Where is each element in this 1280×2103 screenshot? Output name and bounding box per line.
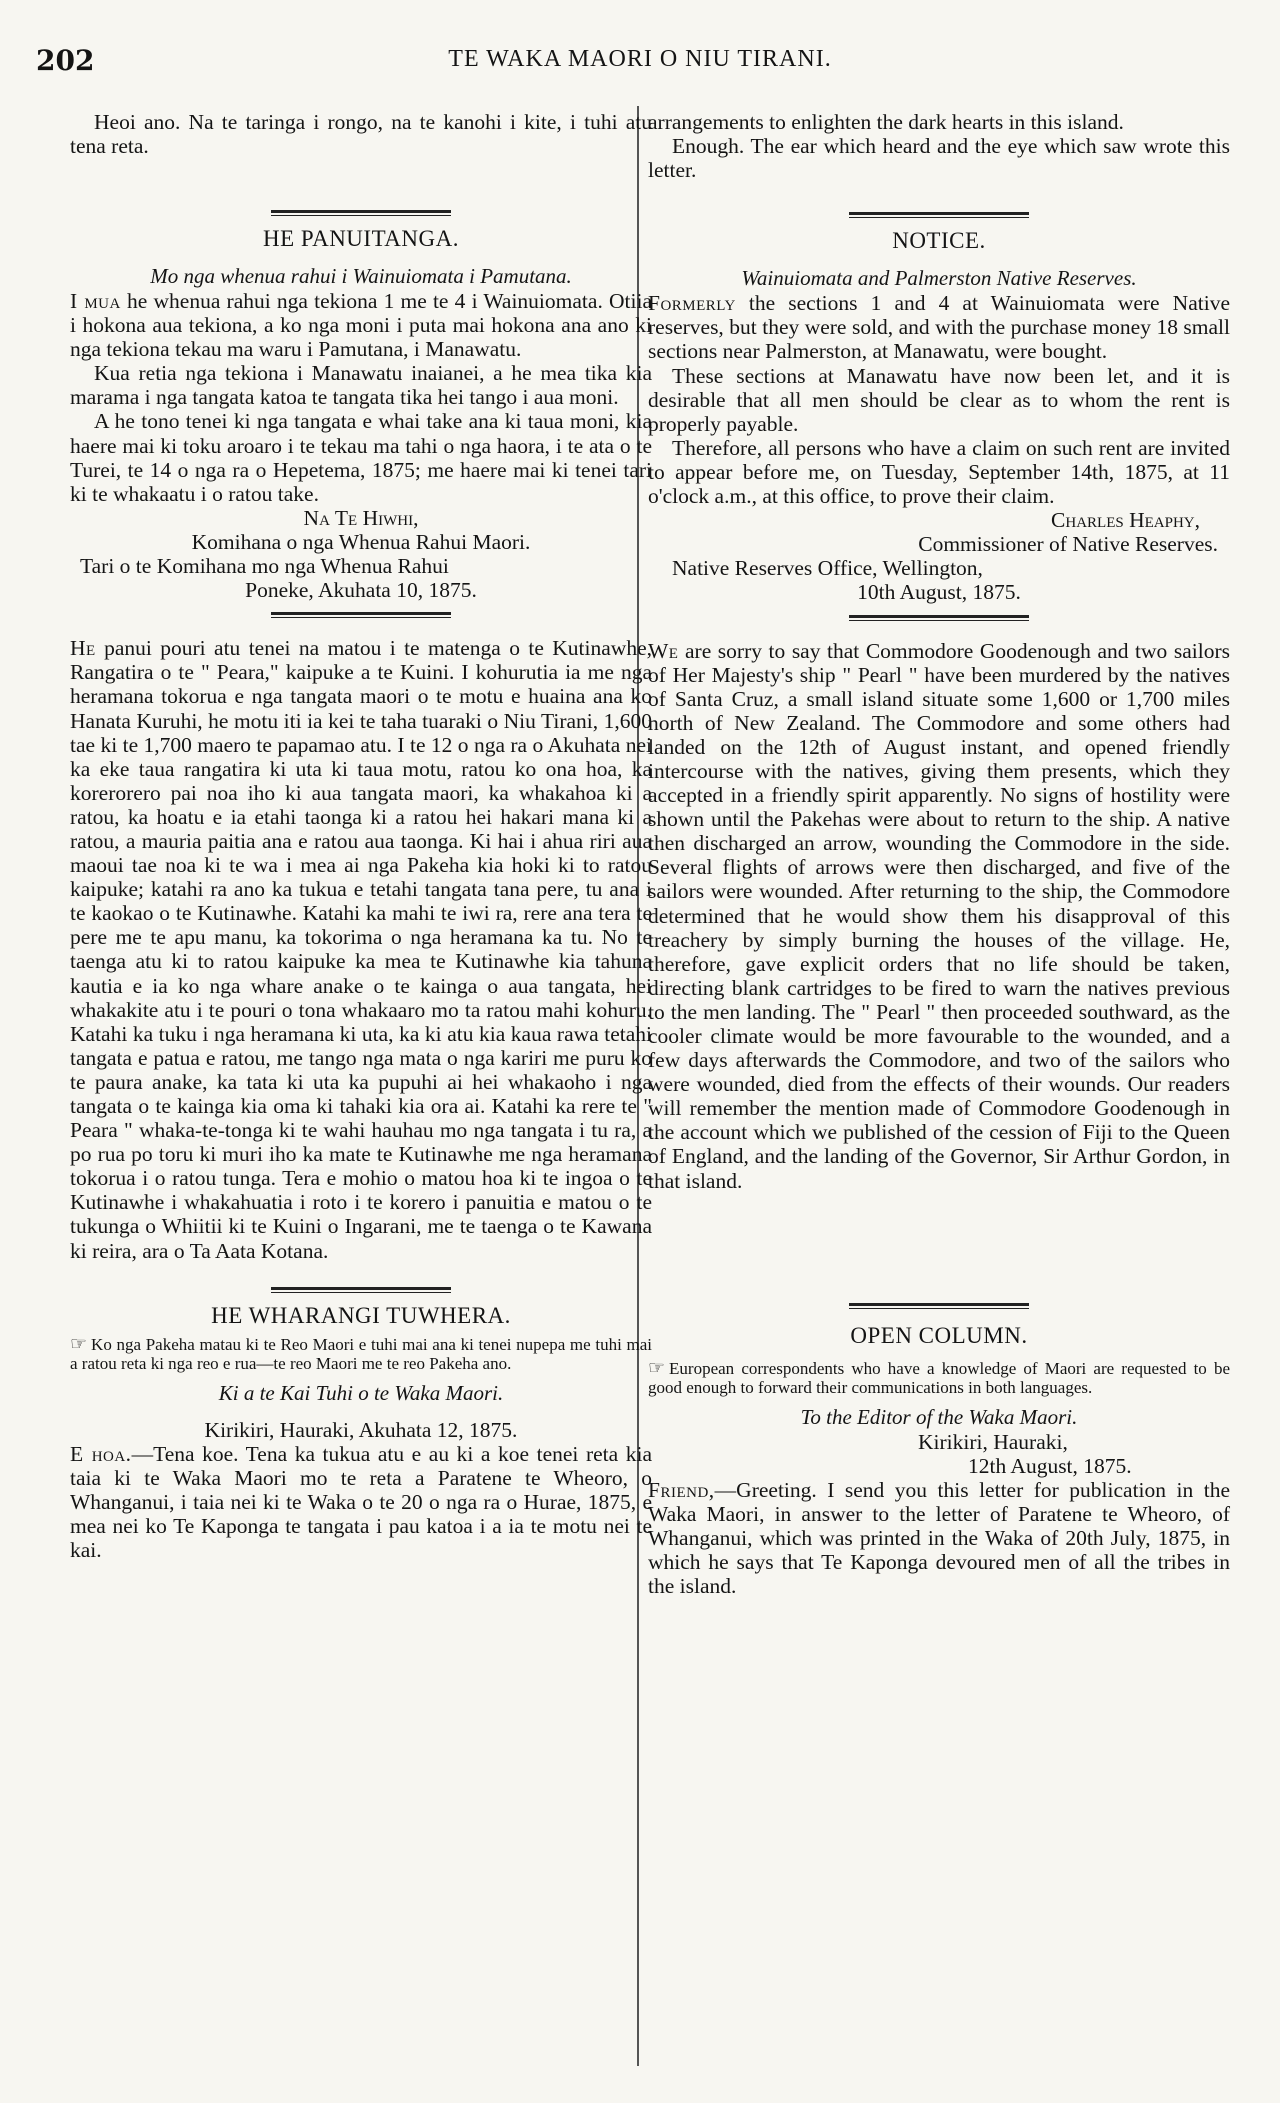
right-column-dateline-1: Kirikiri, Hauraki, [918,1429,1068,1454]
right-column [648,110,1230,1598]
right-notice-subheading: Wainuiomata and Palmerston Native Reserves. [741,266,1137,291]
right-notice-sig-title: Commissioner of Native Reserves. [918,532,1218,557]
left-column [70,110,652,1562]
pointing-hand-icon: ☞ [648,1357,666,1379]
left-column-note [70,1335,652,1373]
right-news-paragraph [648,639,1230,1193]
running-title: TE WAKA MAORI O NIU TIRANI. [448,46,832,72]
drop-cap-word: He [70,636,96,661]
right-column-note-text: European correspondents who have a knowledge of Maori are requested to be good enough to forward their communications in both languages. [648,1358,1230,1397]
left-intro-paragraph: Heoi ano. Na te taringa i rongo, na te kanohi i kite, i tuhi atu tena reta. [70,110,652,159]
pointing-hand-icon: ☞ [70,1333,88,1355]
left-column-heading: HE WHARANGI TUWHERA. [211,1302,511,1328]
right-notice-p1 [648,291,1230,363]
right-column-note [648,1359,1230,1397]
left-column-letter [70,1442,652,1562]
right-column-to-line: To the Editor of the Waka Maori. [800,1404,1078,1429]
left-column-letter-text: —Tena koe. Tena ka tukua atu e au ki a koe tenei reta kia taia ki te Waka Maori mo te reta a Paratene te Wheoro, o Whanganui, i taia nei ki te Waka o te 20 o nga ra o Hurae, 1875, e mea nei ko Te Kaponga te tangata i pau katoa i a ia te motu nei te kai. [70,1441,652,1563]
left-column-note-text: Ko nga Pakeha matau ki te Reo Maori e tuhi mai ana ki tenei nupepa me tuhi mai a ratou reta ki nga reo e rua—te reo Maori me te reo Pakeha ano. [70,1334,652,1373]
left-notice-sig-title: Komihana o nga Whenua Rahui Maori. [191,529,531,554]
left-news-paragraph [70,636,652,1262]
left-notice-sig-date: Poneke, Akuhata 10, 1875. [245,578,477,603]
page-number: 202 [36,44,95,77]
right-notice-heading: NOTICE. [892,228,986,254]
left-notice-p2: Kua retia nga tekiona i Manawatu inaianei, a he mea tika kia marama i nga tangata katoa te tangata tika hei tango i aua moni. [70,361,652,410]
drop-cap-word: I mua [70,289,121,313]
left-column-to-line: Ki a te Kai Tuhi o te Waka Maori. [218,1380,504,1405]
right-news-text: are sorry to say that Commodore Goodenough and two sailors of Her Majesty's ship " Pearl " have been murdered by the natives of Santa Cruz, a small island situate some 1,600 or 1,700 miles north of New Zealand. The Commodore and some others had landed on the 12th of August instant, and opened friendly intercourse with the natives, giving them presents, which they accepted in a friendly spirit apparently. No signs of hostility were shown until the Pakehas were about to return to the ship. A native then discharged an arrow, wounding the Commodore in the side. Several flights of arrows were then discharged, and five of the sailors were wounded. After returning to the ship, the Commodore determined that he would show them his disapproval of this treachery by simply burning the houses of the village. He, therefore, gave explicit orders that no life should be taken, directing blank cartridges to be fired to warn the natives previous to the men landing. The " Pearl " then proceeded southward, as the cooler climate would be more favourable to the wounded, and a few days afterwards the Commodore, and two of the sailors who were wounded, died from the effects of their wounds. Our readers will remember the mention made of Commodore Goodenough in the account which we published of the cession of Fiji to the Queen of England, and the landing of the Governor, Sir Arthur Gordon, in that island. [648,638,1230,1193]
drop-cap-word: We [648,638,679,663]
right-notice-sig-date: 10th August, 1875. [857,580,1021,605]
right-column-letter-text: —Greeting. I send you this letter for publication in the Waka Maori, in answer to the letter of Paratene te Wheoro, of Whanganui, which was printed in the Waka of 20th July, 1875, in which he says that Te Kaponga devoured men of all the tribes in the island. [648,1477,1230,1599]
left-news-text: panui pouri atu tenei na matou i te matenga o te Kutinawhe, Rangatira o te " Peara," kaipuke a te Kuini. I kohurutia ia me nga heramana tokorua e nga tangata maori o te motu e huaina ana ko Hanata Kuruhi, he motu iti ia kei te taha tuaraki o Niu Tirani, 1,600 tae ki te 1,700 maero te papamao atu. I te 12 o nga ra o Akuhata nei ka eke taua rangatira ki uta ki taua motu, ratou ko ona hoa, ka korerorero pai noa iho ki aua tangata maori, ka whakahoa ki a ratou, ka hoatu e ia etahi taonga ki a ratou hei hakari mana ki a ratou, a mauria paitia ana e ratou aua taonga. Ki hai i ahua riri aua maoui tae noa ki te wa i mea ai nga Pakeha kia hoki ki to ratou kaipuke; katahi ra ano ka tukua e tetahi tangata tana pere, tu ana i te kaokao o te Kutinawhe. Katahi ka mahi te iwi ra, rere ana tera te pere me te apu manu, ka tokorima o nga heramana ka tu. No te taenga atu ki to ratou kaipuke ka mea te Kutinawhe kia tahuna kautia e ia ko nga whare anake o te kainga o aua tangata, hei whakakite atu i te pouri o tona whakaaro mo ta ratou mahi kohuru. Katahi ka tuku i nga heramana ki uta, ka ki atu kia kaua rawa tetahi tangata e patua e ratou, me tango nga mata o nga kariri me puru ko te paura anake, ka tata ki uta ka pupuhi ai hei whakaoho i nga tangata o te kainga kia oma ki tahaki kia ora ai. Katahi ka rere te " Peara " whaka-te-tonga ki te wahi hauhau mo nga tangata i tu ra, a po rua po toru ki muri iho ka mate te Kutinawhe me nga heramana tokorua i o ratou tunga. Tera e mohio o matou hoa ki te ingoa o te Kutinawhe i whakahuatia i roto i te korero i panuitia e matou o te tukunga o Whiitii ki te Kuini o Ingarani, me te taenga o te Kawana ki reira, ara o Ta Aata Kotana. [70,636,652,1263]
left-notice-heading: HE PANUITANGA. [263,226,459,251]
left-notice-sig-office: Tari o te Komihana mo nga Whenua Rahui [80,554,449,579]
page-header [36,44,1244,80]
right-notice-p2: These sections at Manawatu have now been let, and it is desirable that all men should be clear as to whom the rent is properly payable. [648,363,1230,436]
right-notice-p1-text: the sections 1 and 4 at Wainuiomata were Native reserves, but they were sold, and with the purchase money 18 small sections near Palmerston, at Manawatu, were bought. [648,291,1230,364]
right-column-heading: OPEN COLUMN. [850,1322,1028,1348]
right-notice-signature: Charles Heaphy, [1051,508,1200,533]
right-column-dateline-2: 12th August, 1875. [968,1453,1132,1478]
right-intro-paragraph: arrangements to enlighten the dark hearts in this island. [648,110,1124,134]
left-notice-subheading: Mo nga whenua rahui i Wainuiomata i Pamutana. [150,264,572,288]
drop-cap-word: Friend, [648,1477,715,1502]
drop-cap-word: Formerly [648,291,736,316]
left-notice-p1 [70,289,652,361]
left-notice-p1-text: he whenua rahui nga tekiona 1 me te 4 i Wainuiomata. Otiia i hokona aua tekiona, a ko nga moni i puta mai hokona ana ano ki nga tekiona tekau ma waru i Pamutana, i Manawatu. [70,289,652,362]
left-column-dateline: Kirikiri, Hauraki, Akuhata 12, 1875. [204,1417,518,1442]
right-intro-paragraph-2: Enough. The ear which heard and the eye which saw wrote this letter. [648,134,1230,183]
right-column-letter [648,1478,1230,1598]
left-notice-signature: Na Te Hiwhi, [303,505,419,530]
right-notice-p3: Therefore, all persons who have a claim on such rent are invited to appear before me, on Tuesday, September 14th, 1875, at 11 o'clock a.m., at this office, to prove their claim. [648,435,1230,509]
left-notice-p3: A he tono tenei ki nga tangata e whai take ana ki taua moni, kia haere mai ki toku aroaro i te tekau ma tahi o nga haora, i te ata o te Turei, te 14 o nga ra o Hepetema, 1875; me haere mai ki tenei tari ki te whakaatu i o ratou take. [70,409,652,506]
drop-cap-word: E hoa. [70,1441,132,1466]
right-notice-sig-office: Native Reserves Office, Wellington, [672,556,983,581]
